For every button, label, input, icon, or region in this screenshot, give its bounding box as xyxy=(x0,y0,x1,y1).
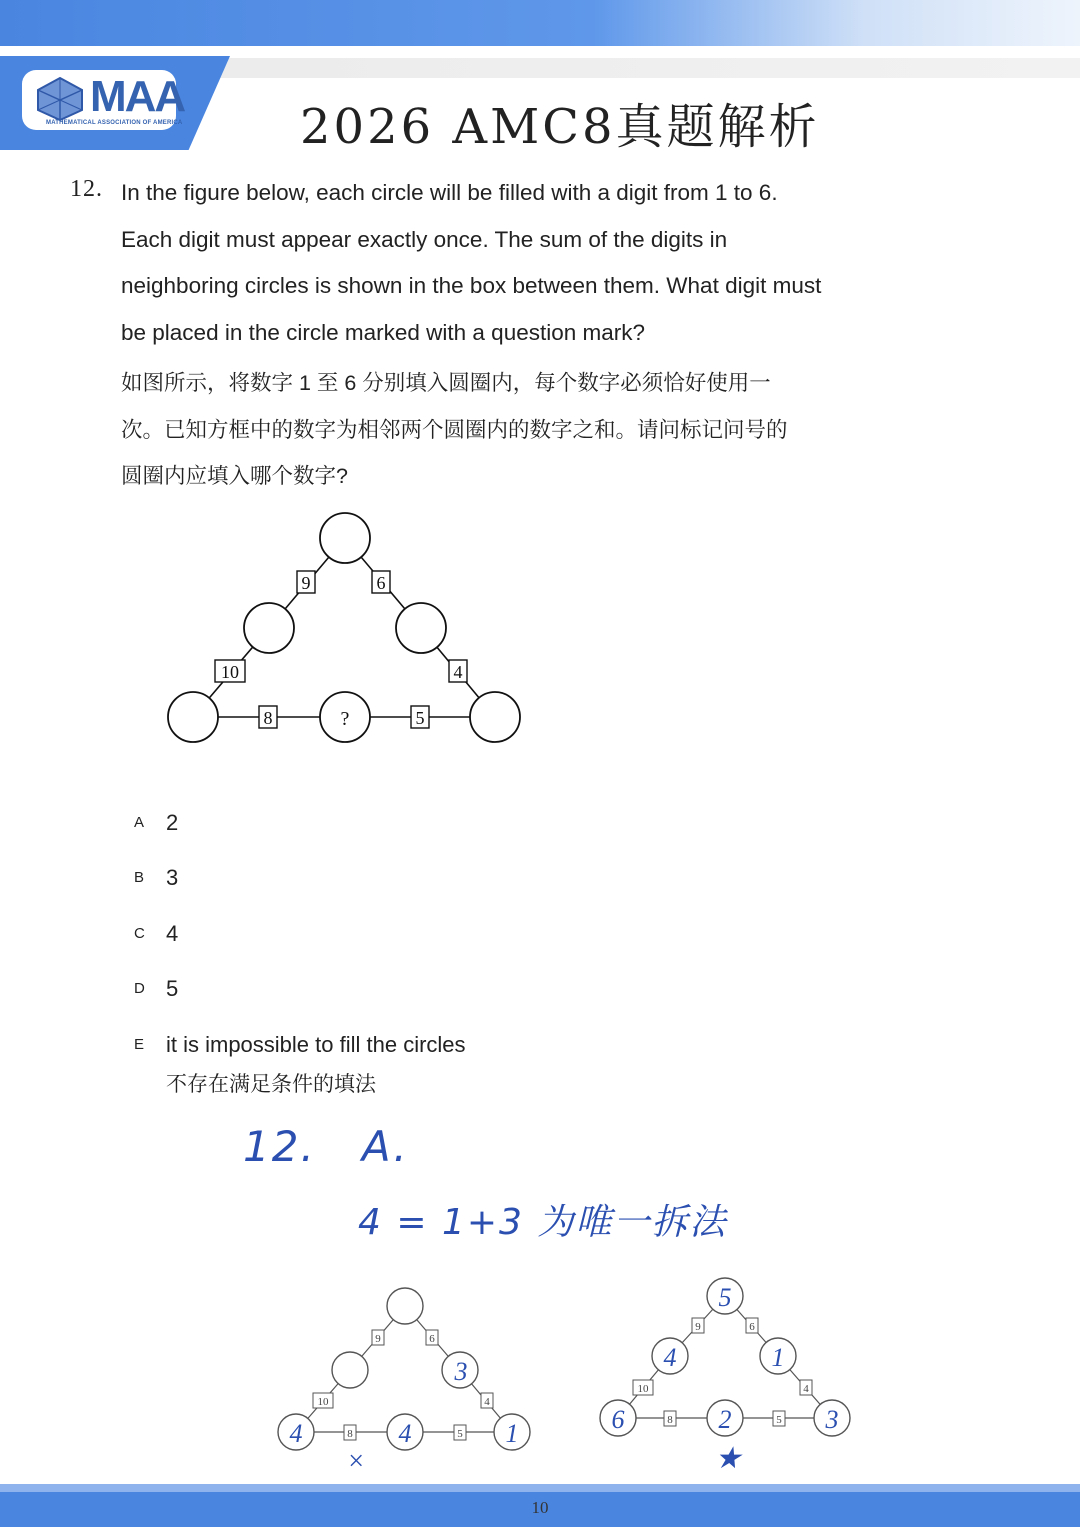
choice-a-letter: A xyxy=(134,814,145,831)
choice-b-text[interactable]: 3 xyxy=(166,865,179,890)
correct-right-mid: 1 xyxy=(771,1343,785,1372)
circle-bottom-left xyxy=(168,692,218,742)
question-line-zh-2: 次。已知方框中的数字为相邻两个圆圈内的数字之和。请问标记问号的 xyxy=(121,418,788,442)
handwritten-answer: 12. A. xyxy=(243,1122,409,1171)
wrong-box-top-right: 6 xyxy=(429,1333,435,1345)
box-bottom-right: 5 xyxy=(415,708,425,728)
choice-d-text[interactable]: 5 xyxy=(166,976,179,1001)
handwritten-note: 4 = 1+3 为唯一拆法 xyxy=(358,1202,728,1243)
correct-box-bottom-left: 8 xyxy=(667,1414,673,1426)
correct-bottom-left: 6 xyxy=(611,1405,625,1434)
logo-subtitle: MATHEMATICAL ASSOCIATION OF AMERICA xyxy=(46,120,183,126)
correct-box-top-left: 9 xyxy=(695,1321,701,1333)
wrong-mark: × xyxy=(346,1446,366,1477)
wrong-box-left: 10 xyxy=(317,1396,329,1408)
correct-bottom-right: 3 xyxy=(825,1405,839,1434)
correct-box-left: 10 xyxy=(637,1383,649,1395)
circle-top xyxy=(320,513,370,563)
wrong-bottom-left: 4 xyxy=(289,1419,303,1448)
wrong-box-top-left: 9 xyxy=(375,1333,381,1345)
wrong-bottom-right: 1 xyxy=(505,1419,519,1448)
question-line-en-3: neighboring circles is shown in the box between them. What digit must xyxy=(121,273,822,298)
header-band xyxy=(0,0,1080,46)
box-top-right: 6 xyxy=(376,573,386,593)
question-line-en-2: Each digit must appear exactly once. The sum of the digits in xyxy=(121,227,728,252)
question-line-en-1: In the figure below, each circle will be filled with a digit from 1 to 6. xyxy=(121,180,778,205)
choice-b-letter: B xyxy=(134,869,145,886)
question-number: 12. xyxy=(70,176,103,202)
box-right: 4 xyxy=(453,662,463,682)
box-top-left: 9 xyxy=(301,573,311,593)
wrong-box-right: 4 xyxy=(484,1396,490,1408)
question-figure xyxy=(150,500,540,760)
choice-c-text[interactable]: 4 xyxy=(166,921,179,946)
box-bottom-left: 8 xyxy=(263,708,273,728)
wrong-bottom-mid: 4 xyxy=(398,1419,412,1448)
choice-e-letter: E xyxy=(134,1036,145,1053)
choice-a-text[interactable]: 2 xyxy=(166,810,179,835)
wrong-box-bottom-left: 8 xyxy=(347,1428,353,1440)
question-line-zh-1: 如图所示，将数字 1 至 6 分别填入圆圈内，每个数字必须恰好使用一 xyxy=(121,371,771,395)
correct-box-bottom-right: 5 xyxy=(776,1414,782,1426)
wrong-right-mid: 3 xyxy=(454,1357,468,1386)
correct-left-mid: 4 xyxy=(663,1343,677,1372)
question-line-zh-3: 圆圈内应填入哪个数字? xyxy=(121,464,348,488)
question-line-en-4: be placed in the circle marked with a question mark? xyxy=(121,320,646,345)
circle-left-mid xyxy=(244,603,294,653)
circle-bottom-right xyxy=(470,692,520,742)
correct-bottom-mid: 2 xyxy=(718,1405,732,1434)
solution-figure-correct xyxy=(592,1272,862,1477)
box-left: 10 xyxy=(221,662,239,682)
question-mark: ? xyxy=(340,708,350,730)
solution-figure-wrong xyxy=(270,1282,540,1477)
wrong-box-bottom-right: 5 xyxy=(457,1428,463,1440)
choice-c-letter: C xyxy=(134,925,145,942)
choice-d-letter: D xyxy=(134,980,145,997)
star-icon: ★ xyxy=(714,1442,742,1475)
correct-box-top-right: 6 xyxy=(749,1321,755,1333)
correct-top: 5 xyxy=(718,1283,732,1312)
maa-polyhedron-icon xyxy=(34,76,86,122)
logo-text: MAA xyxy=(90,72,185,121)
circle-right-mid xyxy=(396,603,446,653)
choice-e-text[interactable]: it is impossible to fill the circles xyxy=(166,1032,466,1057)
page-number: 10 xyxy=(531,1498,549,1517)
page-title: 2026 AMC8真题解析 xyxy=(300,99,820,155)
choice-e-text-zh: 不存在满足条件的填法 xyxy=(166,1073,376,1096)
correct-box-right: 4 xyxy=(803,1383,809,1395)
